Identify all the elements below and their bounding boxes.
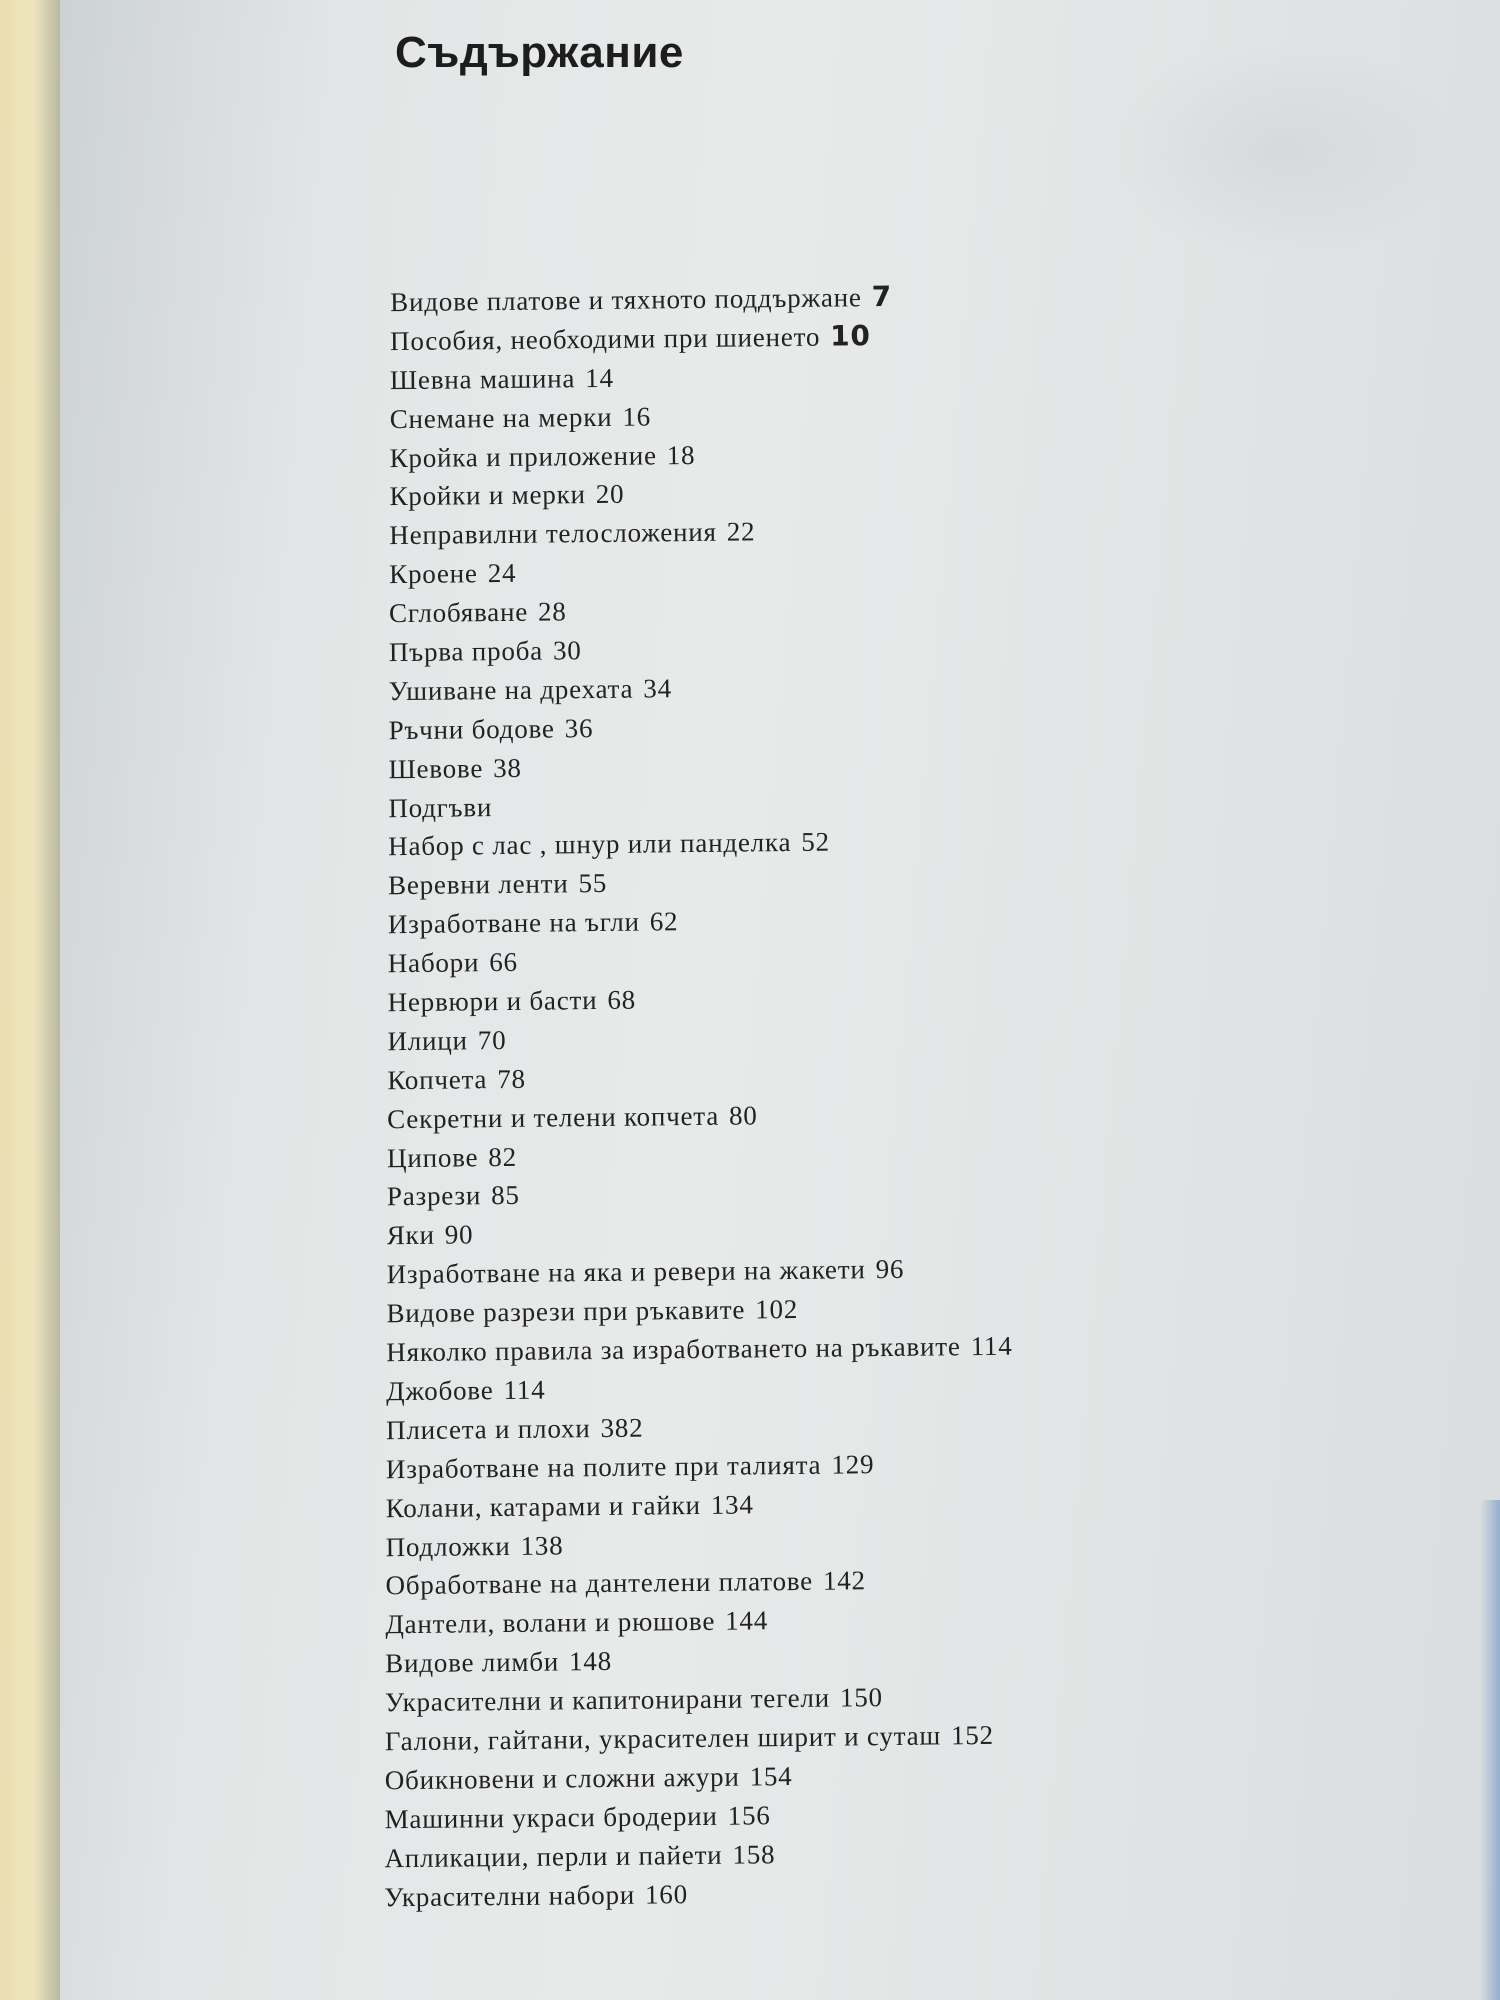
table-of-contents xyxy=(0,279,1013,1921)
toc-entry-title: Яки xyxy=(386,1220,435,1251)
toc-entry xyxy=(385,1716,1012,1761)
toc-entry-page: 16 xyxy=(622,401,652,432)
toc-entry-title: Подгъви xyxy=(388,791,493,823)
toc-entry-page: 20 xyxy=(595,479,625,510)
toc-entry xyxy=(388,860,1015,905)
toc-entry-page: 158 xyxy=(732,1838,776,1870)
toc-entry-page: 30 xyxy=(552,635,582,666)
toc-entry-page: 34 xyxy=(643,673,673,704)
toc-entry xyxy=(388,782,1015,827)
toc-entry xyxy=(387,1210,1014,1255)
toc-entry xyxy=(390,277,1017,322)
page-edge xyxy=(1480,1500,1500,2000)
toc-entry xyxy=(385,1638,1012,1683)
toc-entry-page: 28 xyxy=(537,596,567,627)
toc-entry-title: Кроене xyxy=(389,558,478,590)
toc-entry-title: Разрези xyxy=(386,1180,482,1212)
toc-entry-title: Кройки и мерки xyxy=(389,479,586,512)
toc-entry xyxy=(387,1093,1014,1138)
toc-entry-title: Няколко правила за изработването на ръкавите xyxy=(386,1331,961,1368)
toc-entry xyxy=(387,1054,1014,1099)
toc-entry xyxy=(390,354,1017,399)
toc-entry-page: 148 xyxy=(568,1646,613,1677)
toc-entry xyxy=(386,1288,1013,1333)
toc-entry-title: Изработване на полите при талията xyxy=(385,1449,822,1484)
toc-entry xyxy=(389,588,1016,633)
toc-entry-page: 85 xyxy=(490,1180,520,1211)
toc-entry-page: 62 xyxy=(649,906,679,937)
toc-entry-title: Сглобяване xyxy=(388,596,529,629)
toc-entry xyxy=(385,1599,1012,1644)
show-through-shadow xyxy=(1100,40,1460,260)
toc-entry-page: 152 xyxy=(950,1719,995,1751)
toc-entry xyxy=(389,432,1016,477)
toc-entry-page: 82 xyxy=(488,1141,518,1172)
toc-entry-page: 80 xyxy=(728,1100,758,1131)
toc-entry-page: 24 xyxy=(487,558,517,589)
toc-entry xyxy=(388,743,1015,788)
toc-entry-page: 96 xyxy=(875,1254,905,1285)
toc-entry xyxy=(385,1521,1012,1566)
toc-entry-title: Ушиване на дрехата xyxy=(388,673,634,707)
toc-entry xyxy=(388,821,1015,866)
toc-entry-title: Набори xyxy=(387,947,480,979)
toc-entry-title: Украсителни и капитонирани тегели xyxy=(384,1682,831,1718)
toc-entry xyxy=(386,1327,1013,1372)
toc-entry-page: 150 xyxy=(839,1682,883,1713)
toc-entry xyxy=(386,1443,1013,1488)
toc-entry xyxy=(390,393,1017,438)
toc-entry xyxy=(388,704,1015,749)
toc-entry xyxy=(387,1171,1014,1216)
toc-entry-title: Галони, гайтани, украсителен ширит и суташ xyxy=(384,1720,942,1757)
toc-entry-page: 38 xyxy=(492,752,522,783)
toc-entry xyxy=(389,627,1016,672)
toc-entry-page: 114 xyxy=(503,1374,546,1405)
toc-entry-title: Апликации, перли и пайети xyxy=(384,1839,723,1873)
toc-entry-page: 156 xyxy=(727,1799,771,1831)
toc-entry xyxy=(387,1016,1014,1061)
toc-entry-title: Джобове xyxy=(386,1375,494,1407)
toc-entry-title: Колани, катарами и гайки xyxy=(385,1489,701,1523)
toc-entry-title: Набор с лас , шнур или панделка xyxy=(388,827,792,862)
toc-entry-title: Илици xyxy=(387,1025,468,1057)
toc-entry-title: Шевна машина xyxy=(389,362,576,395)
toc-entry-title: Веревни ленти xyxy=(387,868,569,901)
toc-entry-title: Обикновени и сложни ажури xyxy=(384,1761,740,1796)
toc-entry-page: 154 xyxy=(749,1760,793,1792)
toc-entry-page: 22 xyxy=(726,516,756,547)
toc-entry-title: Подложки xyxy=(385,1530,511,1562)
toc-entry-page: 134 xyxy=(710,1489,754,1520)
toc-entry-page: 55 xyxy=(578,868,608,899)
toc-entry-page: 142 xyxy=(822,1565,867,1597)
toc-entry-page: 144 xyxy=(724,1605,769,1636)
toc-entry xyxy=(386,1249,1013,1294)
toc-entry-title: Дантели, волани и рюшове xyxy=(385,1606,716,1640)
toc-entry-title: Ципове xyxy=(386,1141,479,1173)
toc-entry-title: Украсителни набори xyxy=(384,1879,636,1912)
toc-entry-title: Секретни и телени копчета xyxy=(387,1100,720,1134)
toc-entry-page: 36 xyxy=(564,712,594,744)
toc-entry-title: Ръчни бодове xyxy=(388,713,555,745)
toc-entry xyxy=(388,938,1015,983)
toc-entry-page: 66 xyxy=(489,946,519,978)
toc-entry-title: Шевове xyxy=(388,752,484,784)
toc-entry xyxy=(384,1871,1011,1916)
toc-entry-page: 129 xyxy=(831,1448,875,1480)
toc-entry-title: Изработване на яка и ревери на жакети xyxy=(386,1254,866,1290)
toc-entry-page: 138 xyxy=(520,1529,564,1561)
toc-entry-page: 102 xyxy=(755,1294,799,1325)
toc-entry xyxy=(385,1755,1012,1800)
toc-entry-title: Снемане на мерки xyxy=(389,401,613,434)
toc-entry xyxy=(386,1366,1013,1411)
toc-entry xyxy=(389,549,1016,594)
page-title: Съдържание xyxy=(395,28,684,77)
toc-entry-title: Кройка и приложение xyxy=(389,439,657,473)
toc-entry-page: 52 xyxy=(801,827,831,858)
toc-entry xyxy=(387,977,1014,1022)
toc-entry xyxy=(384,1832,1011,1877)
toc-entry xyxy=(389,666,1016,711)
toc-entry xyxy=(389,471,1016,516)
toc-entry-title: Пособия, необходими при шиенето xyxy=(389,321,821,357)
toc-entry-title: Първа проба xyxy=(388,635,544,668)
toc-entry-title: Машинни украси бродерии xyxy=(384,1800,718,1835)
toc-entry-page: 68 xyxy=(607,984,637,1015)
toc-entry xyxy=(387,1132,1014,1177)
toc-entry-title: Неправилни телосложения xyxy=(389,517,717,551)
toc-entry-title: Видове лимби xyxy=(385,1646,560,1679)
toc-entry xyxy=(386,1405,1013,1450)
toc-entry xyxy=(385,1677,1012,1722)
toc-entry-title: Нервюри и басти xyxy=(387,985,598,1018)
toc-entry xyxy=(390,315,1017,360)
toc-entry-title: Видове разрези при ръкавите xyxy=(386,1294,746,1329)
toc-entry-title: Видове платове и тяхното поддържане xyxy=(390,282,862,318)
toc-entry-page: 160 xyxy=(644,1878,689,1910)
toc-entry-title: Копчета xyxy=(387,1063,488,1096)
toc-entry-title: Обработване на дантелени платове xyxy=(385,1566,814,1601)
toc-entry-page: 70 xyxy=(477,1024,507,1056)
toc-entry-page: 10 xyxy=(829,319,871,353)
toc-entry-title: Изработване на ъгли xyxy=(387,906,640,940)
toc-entry xyxy=(389,510,1016,555)
toc-entry-page: 18 xyxy=(666,439,696,470)
toc-entry-page: 14 xyxy=(585,362,614,393)
toc-entry-page: 114 xyxy=(970,1330,1013,1362)
toc-entry xyxy=(388,899,1015,944)
toc-entry-title: Плисета и плохи xyxy=(385,1412,591,1446)
toc-entry xyxy=(384,1793,1011,1838)
toc-entry-page: 7 xyxy=(871,279,893,314)
toc-entry-page: 78 xyxy=(497,1063,527,1094)
toc-entry-page: 382 xyxy=(600,1412,644,1443)
toc-entry xyxy=(385,1560,1012,1605)
toc-entry-page: 90 xyxy=(444,1219,474,1251)
toc-entry xyxy=(386,1482,1013,1527)
